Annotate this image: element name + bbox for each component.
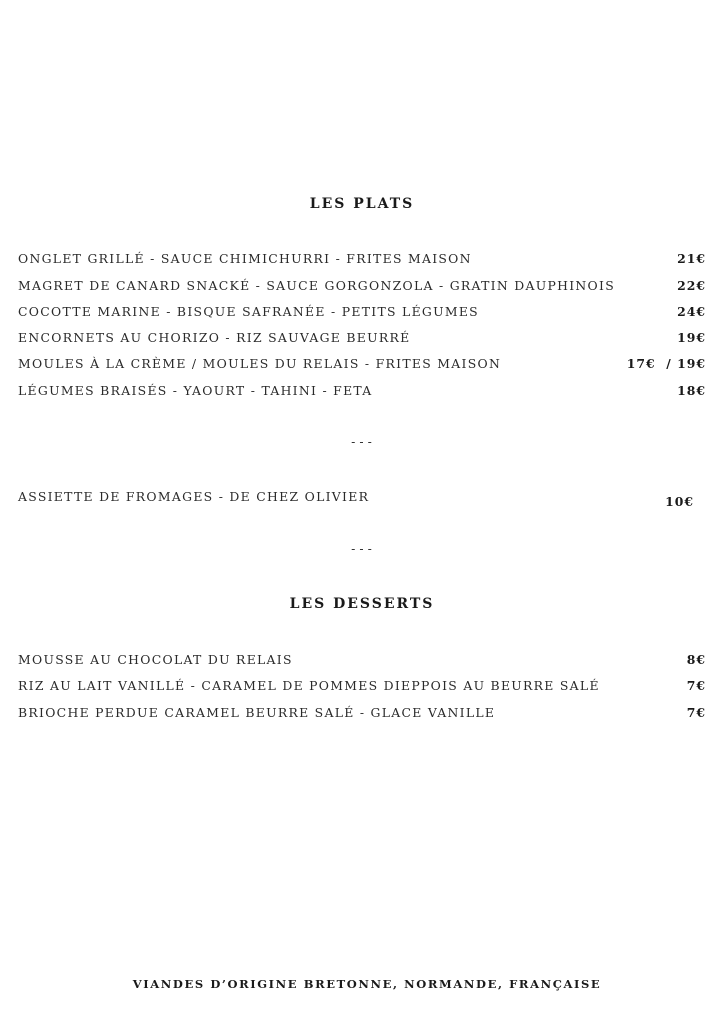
plats-title: LES PLATS <box>309 196 415 212</box>
menu-item-price: 22€ <box>677 278 706 293</box>
menu-item-name: ENCORNETS AU CHORIZO - RIZ SAUVAGE BEURRÉ <box>18 330 411 345</box>
menu-item <box>18 249 706 269</box>
menu-item-price: 24€ <box>677 304 706 319</box>
menu-item <box>18 650 706 670</box>
separator: --- <box>349 435 375 449</box>
menu-item-price: 17€ / 19€ <box>626 356 706 371</box>
desserts-title: LES DESSERTS <box>289 596 435 612</box>
menu-item-name: COCOTTE MARINE - BISQUE SAFRANÉE - PETITS LÉGUMES <box>18 304 479 319</box>
menu-item <box>18 354 706 374</box>
menu-item-price: 18€ <box>677 383 706 398</box>
menu-item-price: 19€ <box>677 330 706 345</box>
menu-item <box>18 328 706 348</box>
menu-item <box>18 381 706 401</box>
menu-item-name: LÉGUMES BRAISÉS - YAOURT - TAHINI - FETA <box>18 383 373 398</box>
menu-item-name: MOULES À LA CRÈME / MOULES DU RELAIS - FRITES MAISON <box>18 356 502 371</box>
menu-item <box>18 276 706 296</box>
menu-item-fromages <box>18 487 706 507</box>
menu-item-name: ASSIETTE DE FROMAGES - DE CHEZ OLIVIER <box>18 489 370 504</box>
separator: --- <box>349 542 375 556</box>
menu-item-price: 10€ <box>665 494 694 509</box>
menu-item <box>18 676 706 696</box>
menu-item <box>18 703 706 723</box>
menu-item-name: RIZ AU LAIT VANILLÉ - CARAMEL DE POMMES DIEPPOIS AU BEURRE SALÉ <box>18 678 600 693</box>
menu-item <box>18 302 706 322</box>
menu-item-name: MOUSSE AU CHOCOLAT DU RELAIS <box>18 652 293 667</box>
menu-item-price: 21€ <box>677 251 706 266</box>
menu-item-name: MAGRET DE CANARD SNACKÉ - SAUCE GORGONZOLA - GRATIN DAUPHINOIS <box>18 278 615 293</box>
menu-item-name: BRIOCHE PERDUE CARAMEL BEURRE SALÉ - GLACE VANILLE <box>18 705 496 720</box>
menu-item-price: 8€ <box>686 652 706 667</box>
menu-item-price: 7€ <box>686 705 706 720</box>
menu-item-name: ONGLET GRILLÉ - SAUCE CHIMICHURRI - FRITES MAISON <box>18 251 472 266</box>
footer-note: VIANDES D’ORIGINE BRETONNE, NORMANDE, FRANÇAISE <box>132 977 602 991</box>
menu-item-price: 7€ <box>686 678 706 693</box>
